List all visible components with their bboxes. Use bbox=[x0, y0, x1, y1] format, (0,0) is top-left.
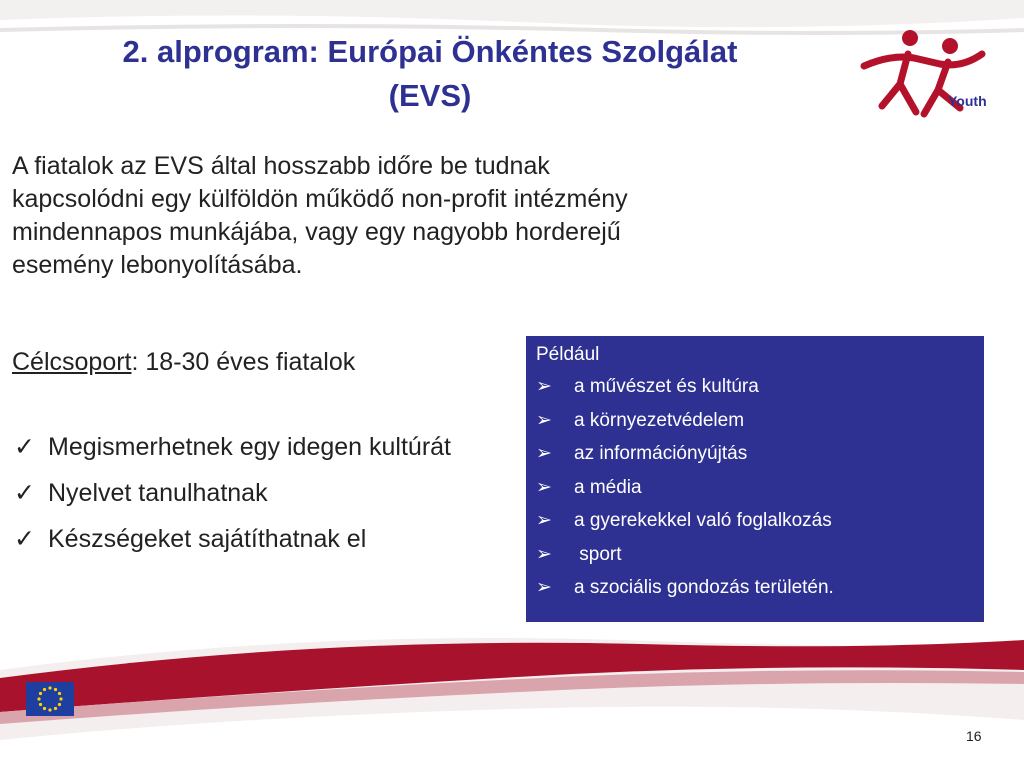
check-list-item bbox=[14, 424, 514, 470]
check-item-text: Nyelvet tanulhatnak bbox=[48, 479, 268, 507]
body-paragraph: A fiatalok az EVS által hosszabb időre be tudnak kapcsolódni egy külföldön működő non-profit intézmény mindennapos munkájába, vagy egy nagyobb horderejű esemény lebonyolításába. bbox=[12, 152, 628, 279]
check-mark-icon: ✓ bbox=[14, 433, 35, 461]
examples-list-item bbox=[536, 370, 974, 404]
examples-list-item bbox=[536, 437, 974, 471]
arrow-bullet-icon: ➢ bbox=[536, 543, 552, 565]
arrow-bullet-icon: ➢ bbox=[536, 476, 552, 498]
examples-item-text: a gyerekekkel való foglalkozás bbox=[574, 510, 832, 531]
arrow-bullet-icon: ➢ bbox=[536, 409, 552, 431]
examples-heading: Például bbox=[536, 344, 600, 365]
examples-item-text: a szociális gondozás területén. bbox=[574, 577, 834, 598]
examples-list-item bbox=[536, 538, 974, 572]
arrow-bullet-icon: ➢ bbox=[536, 443, 552, 464]
examples-list-item bbox=[536, 471, 974, 505]
examples-item-text: a média bbox=[574, 476, 642, 498]
slide-title bbox=[20, 30, 840, 118]
check-list-item bbox=[14, 516, 514, 562]
youth-logo-icon bbox=[852, 24, 1012, 124]
page-number: 16 bbox=[966, 728, 982, 744]
examples-list-item bbox=[536, 504, 974, 538]
examples-list bbox=[536, 370, 974, 605]
arrow-bullet-icon: ➢ bbox=[536, 510, 552, 531]
examples-item-text: az információnyújtás bbox=[574, 443, 748, 464]
target-group-value: : 18-30 éves fiatalok bbox=[131, 348, 356, 376]
youth-logo-text: Youth bbox=[948, 93, 987, 109]
examples-item-text: sport bbox=[574, 543, 622, 565]
check-item-text: Megismerhetnek egy idegen kultúrát bbox=[48, 433, 452, 461]
examples-item-text: a környezetvédelem bbox=[574, 409, 745, 431]
check-mark-icon: ✓ bbox=[14, 479, 35, 507]
slide-title-line1: 2. alprogram: Európai Önkéntes Szolgálat bbox=[122, 34, 738, 69]
examples-item-text: a művészet és kultúra bbox=[574, 376, 759, 397]
check-list-item bbox=[14, 470, 514, 516]
slide-title-line2: (EVS) bbox=[388, 78, 472, 113]
eu-flag-icon bbox=[26, 682, 74, 716]
examples-list-item bbox=[536, 404, 974, 438]
check-item-text: Készségeket sajátíthatnak el bbox=[48, 525, 367, 553]
target-group-label: Célcsoport bbox=[12, 348, 132, 376]
arrow-bullet-icon: ➢ bbox=[536, 577, 552, 598]
bottom-swoosh-decoration bbox=[0, 600, 1024, 768]
examples-box bbox=[526, 336, 984, 622]
target-group-line bbox=[12, 346, 355, 379]
arrow-bullet-icon: ➢ bbox=[536, 376, 552, 397]
benefits-check-list bbox=[14, 424, 514, 562]
check-mark-icon: ✓ bbox=[14, 525, 35, 553]
